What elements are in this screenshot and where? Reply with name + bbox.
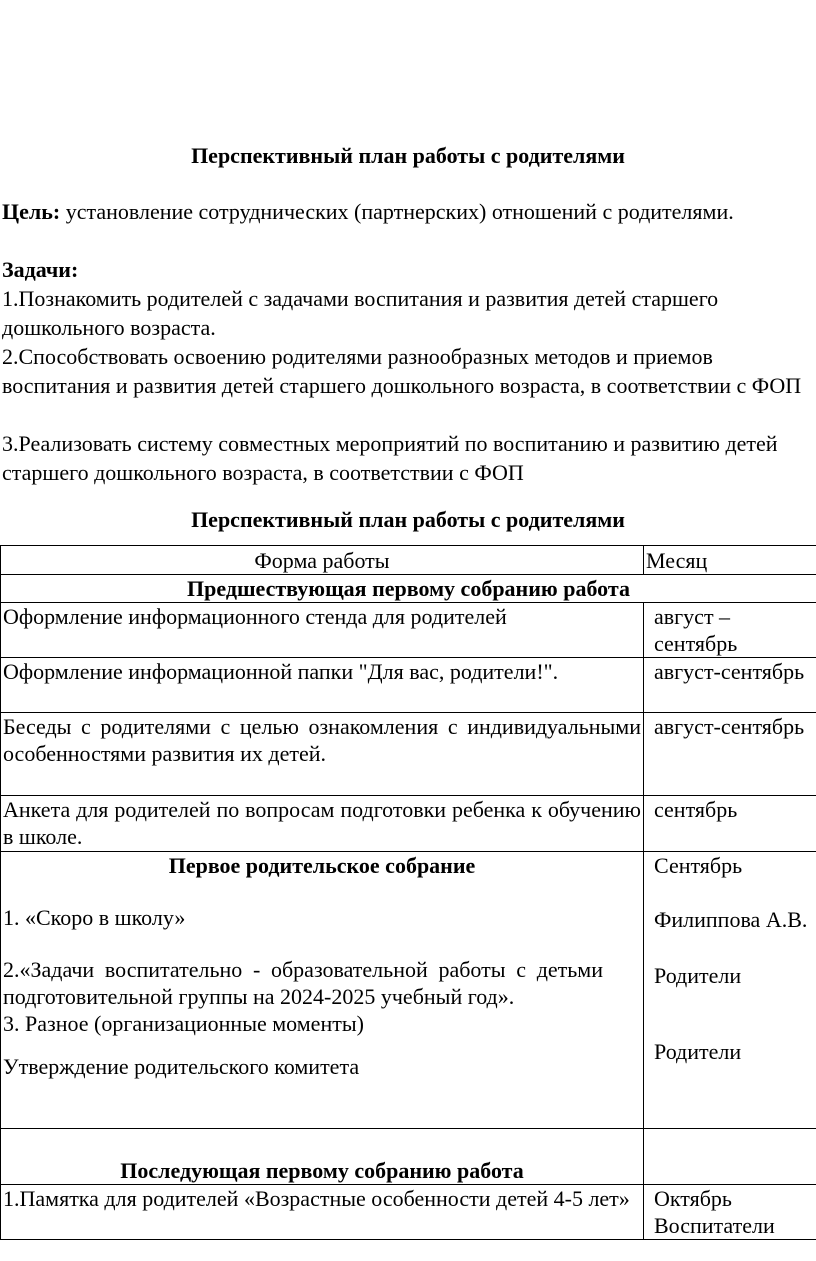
section-title: Последующая первому собранию работа (1, 1129, 644, 1185)
meeting-cell (1, 852, 644, 1129)
table-title: Перспективный план работы с родителями (191, 507, 625, 532)
table-row (1, 713, 816, 796)
goal-paragraph (2, 197, 814, 226)
task-item: 2.Способствовать освоению родителями разнообразных методов и приемов воспитания и развития детей старшего дошкольного возраста, в соответствии с ФОП (2, 344, 802, 398)
meeting-row (1, 852, 816, 1129)
table-header-row (1, 546, 816, 575)
tasks-label (2, 255, 814, 284)
document-title: Перспективный план работы с родителями (191, 143, 625, 168)
goal-text: установление сотруднических (партнерских) отношений с родителями. (60, 199, 734, 224)
work-plan-table (0, 545, 816, 1240)
task-item: 3.Реализовать систему совместных мероприятий по воспитанию и развитию детей старшего дошкольного возраста, в соответствии с ФОП (2, 431, 778, 485)
goal-label: Цель: (2, 199, 61, 224)
month-value: Октябрь (654, 1186, 732, 1211)
responsible-person: Воспитатели (654, 1213, 775, 1238)
task-item: 1.Познакомить родителей с задачами воспитания и развития детей старшего дошкольного возраста. (2, 286, 719, 340)
form-cell: Беседы с родителями с целью ознакомления с индивидуальными особенностями развития их детей. (1, 713, 644, 796)
month-cell (644, 1185, 816, 1240)
table-row (1, 796, 816, 852)
form-cell: 1.Памятка для родителей «Возрастные особенности детей 4-5 лет» (1, 1185, 644, 1240)
table-row (1, 603, 816, 658)
section-row (1, 1129, 816, 1185)
meeting-title: Первое родительское собрание (168, 853, 476, 878)
month-cell: август-сентябрь (644, 713, 816, 796)
responsible-person: Родители (654, 1039, 742, 1064)
meeting-item: 1. «Скоро в школу» (3, 905, 186, 930)
responsible-person: Филиппова А.В. (654, 907, 808, 932)
empty-cell (644, 1129, 816, 1185)
month-cell: август-сентябрь (644, 658, 816, 713)
month-cell: сентябрь (644, 796, 816, 852)
meeting-item: 2.«Задачи воспитательно - образовательной работы с детьми подготовительной группы на 2024-2025 учебный год». (3, 957, 603, 1009)
form-cell: Анкета для родителей по вопросам подготовки ребенка к обучению в школе. (1, 796, 644, 852)
tasks-label-text: Задачи: (2, 257, 79, 282)
column-header-month: Месяц (644, 546, 816, 575)
column-header-form: Форма работы (1, 546, 644, 575)
section-row (1, 575, 816, 603)
meeting-item: Утверждение родительского комитета (3, 1054, 360, 1079)
responsible-person: Родители (654, 963, 742, 988)
meeting-month-cell (644, 852, 816, 1129)
meeting-item: 3. Разное (организационные моменты) (3, 1011, 364, 1036)
table-row (1, 1185, 816, 1240)
section-title: Предшествующая первому собранию работа (1, 575, 816, 603)
table-row (1, 658, 816, 713)
form-cell: Оформление информационной папки "Для вас, родители!". (1, 658, 644, 713)
form-cell: Оформление информационного стенда для родителей (1, 603, 644, 658)
meeting-month: Сентябрь (654, 853, 743, 878)
month-cell: август – сентябрь (644, 603, 816, 658)
